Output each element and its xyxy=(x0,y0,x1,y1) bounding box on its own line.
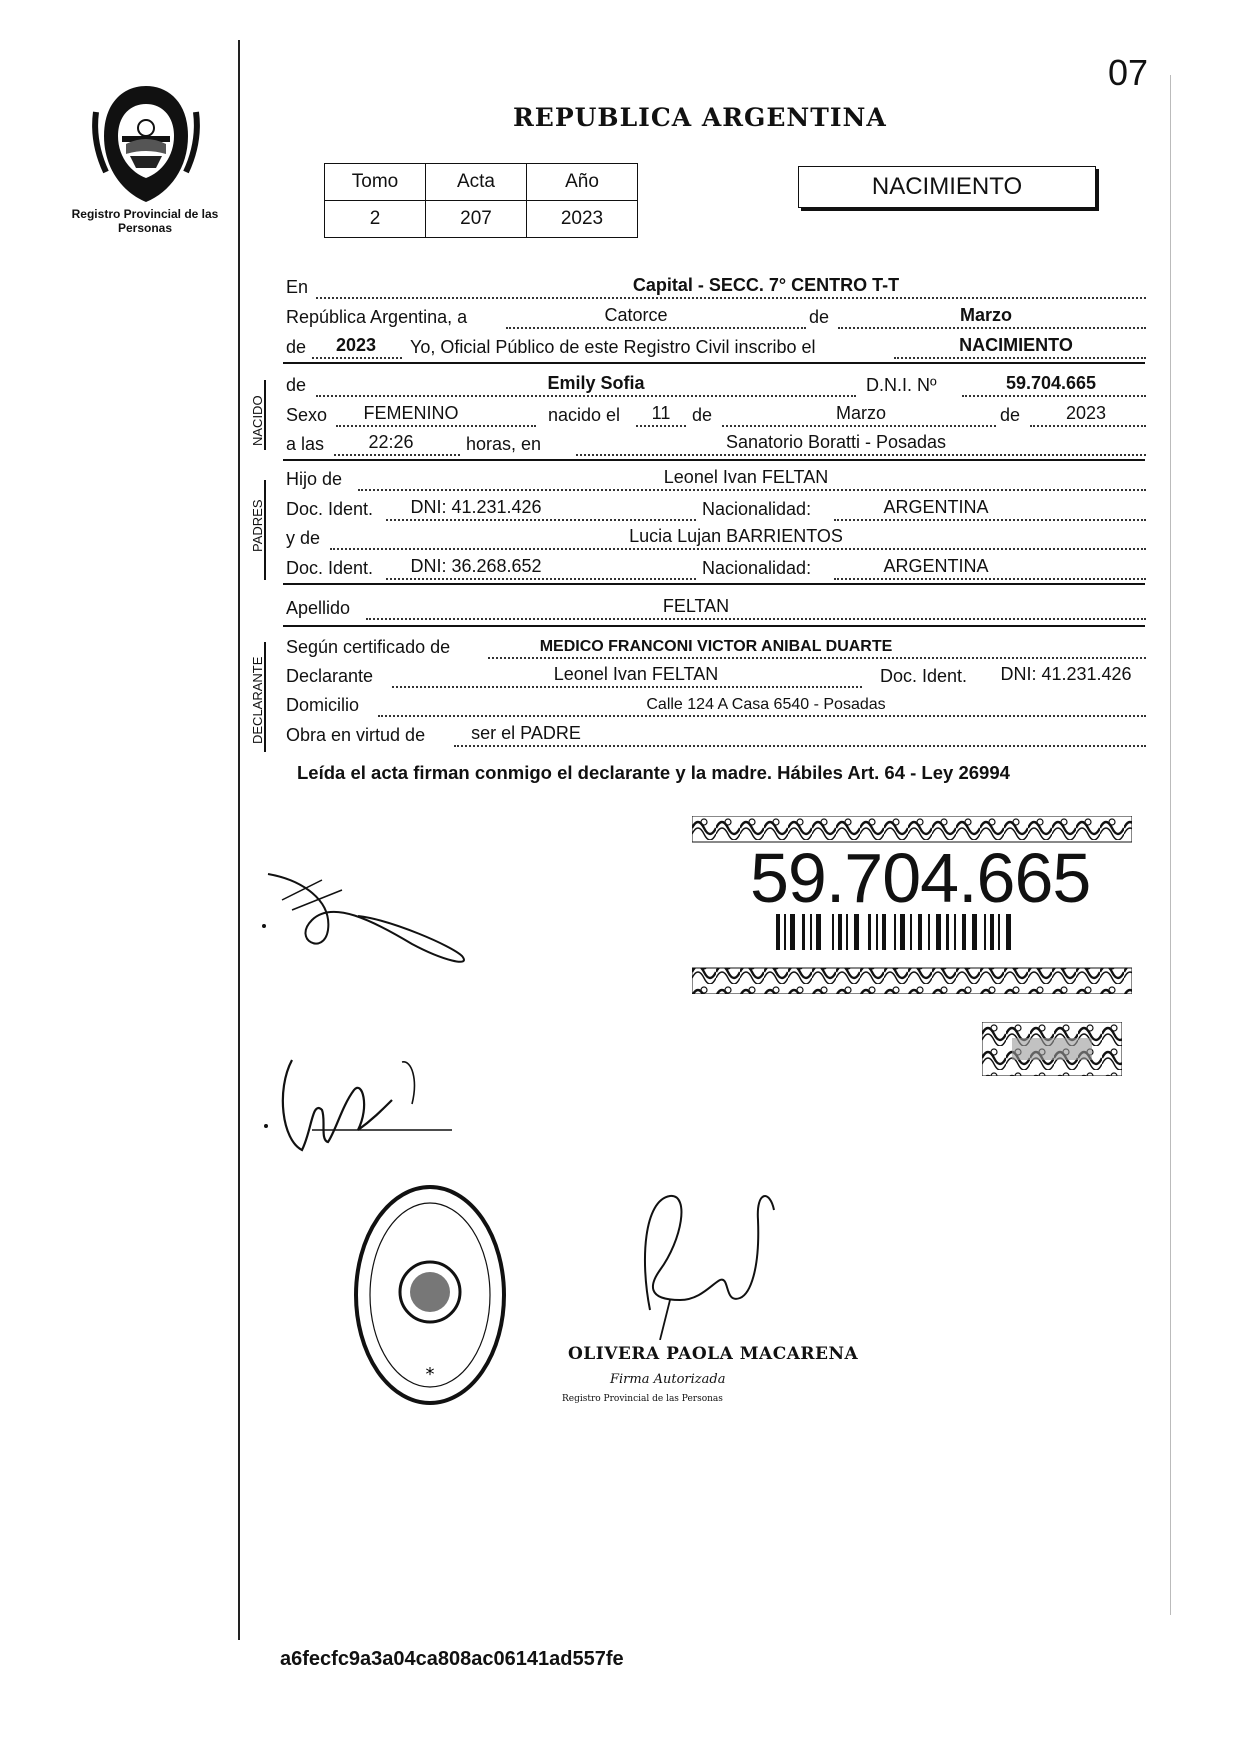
line-madre-doc: Doc. Ident. DNI: 36.268.652 Nacionalidad: ARGENTINA xyxy=(286,555,1146,583)
official-name: OLIVERA PAOLA MACARENA xyxy=(568,1344,859,1364)
father-dni: DNI: 41.231.426 xyxy=(410,497,542,517)
line-declarante: Declarante Leonel Ivan FELTAN Doc. Ident. DNI: 41.231.426 xyxy=(286,663,1146,691)
birth-month: Marzo xyxy=(835,403,886,423)
official-role: Firma Autorizada xyxy=(610,1372,726,1387)
header-acta: Acta xyxy=(426,164,527,201)
document-hash: a6fecfc9a3a04ca808ac06141ad557fe xyxy=(280,1648,624,1670)
birth-year: 2023 xyxy=(1065,403,1107,423)
line-domicilio: Domicilio Calle 124 A Casa 6540 - Posadas xyxy=(286,692,1146,720)
line-padre: Hijo de Leonel Ivan FELTAN xyxy=(286,466,1146,494)
child-name: Emily Sofia xyxy=(547,373,645,393)
declarant-name: Leonel Ivan FELTAN xyxy=(553,664,719,684)
value-anio: 2023 xyxy=(527,201,638,238)
mother-signature xyxy=(262,1050,462,1160)
line-certificado: Según certificado de MEDICO FRANCONI VICTOR ANIBAL DUARTE xyxy=(286,634,1146,662)
birth-day: 11 xyxy=(651,403,671,423)
birth-time: 22:26 xyxy=(368,432,414,452)
header-tomo: Tomo xyxy=(325,164,426,201)
declarant-dni: DNI: 41.231.426 xyxy=(1000,664,1132,684)
header-anio: Año xyxy=(527,164,638,201)
registration-year: 2023 xyxy=(335,335,377,355)
page-number: 07 xyxy=(1108,52,1149,93)
line-nombre: de Emily Sofia D.N.I. Nº 59.704.665 xyxy=(286,372,1146,400)
official-signature xyxy=(620,1180,780,1340)
line-en: En Capital - SECC. 7° CENTRO T-T xyxy=(286,274,1146,302)
side-tag-nacido: NACIDO xyxy=(250,395,265,446)
father-name: Leonel Ivan FELTAN xyxy=(663,467,829,487)
svg-text:*: * xyxy=(425,1364,435,1385)
document-title: REPUBLICA ARGENTINA xyxy=(513,103,887,132)
registration-month: Marzo xyxy=(959,305,1012,325)
closing-note: Leída el acta firman conmigo el declarante y la madre. Hábiles Art. 64 - Ley 26994 xyxy=(297,762,1010,783)
declarant-address: Calle 124 A Casa 6540 - Posadas xyxy=(646,696,886,713)
reference-table xyxy=(324,163,638,238)
father-nationality: ARGENTINA xyxy=(883,497,989,517)
line-inscribe: de 2023 Yo, Oficial Público de este Registro Civil inscribo el NACIMIENTO xyxy=(286,334,1146,362)
line-obra: Obra en virtud de ser el PADRE xyxy=(286,722,1146,750)
value-tomo: 2 xyxy=(325,201,426,238)
child-dni: 59.704.665 xyxy=(1005,373,1097,393)
surname: FELTAN xyxy=(662,596,730,616)
record-type-box: NACIMIENTO xyxy=(798,166,1096,208)
official-registry: Registro Provincial de las Personas xyxy=(562,1394,723,1404)
left-margin-rule xyxy=(238,40,240,1640)
line-hora: a las 22:26 horas, en Sanatorio Boratti - Posadas xyxy=(286,431,1146,459)
side-tag-padres: PADRES xyxy=(250,499,265,552)
line-madre: y de Lucia Lujan BARRIENTOS xyxy=(286,525,1146,553)
certificate-issuer: MEDICO FRANCONI VICTOR ANIBAL DUARTE xyxy=(539,638,893,655)
birth-place: Sanatorio Boratti - Posadas xyxy=(725,432,947,452)
declarant-capacity: ser el PADRE xyxy=(471,723,581,743)
mother-nationality: ARGENTINA xyxy=(883,556,989,576)
inscription-type: NACIMIENTO xyxy=(959,335,1073,355)
line-apellido: Apellido FELTAN xyxy=(286,595,1146,623)
declarant-signature xyxy=(262,860,482,990)
serial-number: 59.704.665 xyxy=(750,839,1091,917)
issuer-name: Registro Provincial de las Personas xyxy=(71,207,219,235)
provincial-coat-of-arms-logo xyxy=(90,82,202,206)
mother-name: Lucia Lujan BARRIENTOS xyxy=(629,526,843,546)
child-sex: FEMENINO xyxy=(363,403,459,423)
right-margin-rule xyxy=(1170,75,1171,1615)
side-tag-declarante: DECLARANTE xyxy=(250,656,265,744)
registry-seal xyxy=(350,1180,510,1410)
registration-day: Catorce xyxy=(604,305,668,325)
security-code-stamp xyxy=(982,1022,1122,1076)
place-value: Capital - SECC. 7° CENTRO T-T xyxy=(632,275,900,295)
line-republica: República Argentina, a Catorce de Marzo xyxy=(286,304,1146,332)
mother-dni: DNI: 36.268.652 xyxy=(410,556,542,576)
line-padre-doc: Doc. Ident. DNI: 41.231.426 Nacionalidad: ARGENTINA xyxy=(286,496,1146,524)
value-acta: 207 xyxy=(426,201,527,238)
line-sexo: Sexo FEMENINO nacido el 11 de Marzo de 2023 xyxy=(286,402,1146,430)
